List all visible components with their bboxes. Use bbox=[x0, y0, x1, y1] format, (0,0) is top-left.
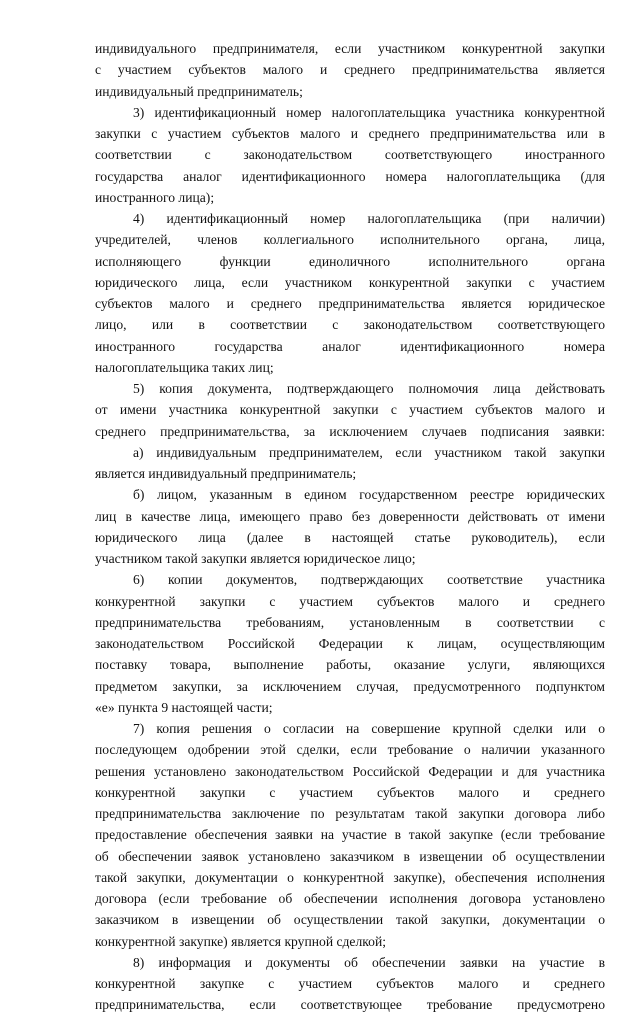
document-body bbox=[95, 38, 605, 1016]
text-line: договора (если требование об обеспечении исполнения договора установлено bbox=[95, 891, 605, 906]
text-line: лицо, или в соответствии с законодательством соответствующего bbox=[95, 317, 605, 333]
text-line: б) лицом, указанным в едином государственном реестре юридических bbox=[133, 487, 605, 503]
text-line: предпринимательства, если соответствующее требование предусмотрено bbox=[95, 997, 605, 1013]
text-line: «е» пункта 9 настоящей части; bbox=[95, 699, 273, 715]
text-line: государства аналог идентификационного номера налогоплательщика (для bbox=[95, 168, 605, 184]
text-line: предпринимательства заключение по результатам такой закупки договора либо bbox=[95, 806, 605, 821]
text-line: юридического лица (далее в настоящей статье руководитель), если bbox=[95, 529, 605, 545]
text-line: участником такой закупки является юридическое лицо; bbox=[95, 551, 416, 566]
text-line: конкурентной закупки с участием субъектов малого и среднего bbox=[95, 593, 605, 609]
text-line: конкурентной закупке с участием субъектов малого и среднего bbox=[95, 976, 605, 991]
text-line: предметом закупки, за исключением случая, предусмотренного подпунктом bbox=[95, 678, 605, 694]
text-line: исполняющего функции единоличного исполнительного органа bbox=[95, 253, 605, 269]
text-line: предпринимательства требованиям, установленным в соответствии с bbox=[95, 614, 605, 630]
text-line: поставку товара, выполнение работы, оказание услуги, являющихся bbox=[95, 657, 605, 673]
text-line: об обеспечении заявок установлено заказчиком в извещении об осуществлении bbox=[95, 848, 605, 864]
text-line: субъектов малого и среднего предпринимательства является юридическое bbox=[95, 296, 605, 311]
text-line: 3) идентификационный номер налогоплательщика участника конкурентной bbox=[133, 104, 605, 120]
text-line: с участием субъектов малого и среднего предпринимательства является bbox=[95, 62, 605, 78]
text-line: 8) информация и документы об обеспечении заявки на участие в bbox=[133, 954, 605, 970]
text-line: иностранного лица); bbox=[95, 189, 215, 205]
text-line: индивидуального предпринимателя, если участником конкурентной закупки bbox=[95, 41, 605, 56]
text-line: 7) копия решения о согласии на совершение крупной сделки или о bbox=[133, 721, 605, 736]
text-line: закупки с участием субъектов малого и среднего предпринимательства или в bbox=[95, 126, 605, 141]
text-line: решения установлено законодательством Российской Федерации и для участника bbox=[95, 763, 605, 779]
text-line: конкурентной закупки с участием субъектов малого и среднего bbox=[95, 784, 605, 800]
text-line: конкурентной закупке) является крупной сделкой; bbox=[95, 933, 387, 949]
text-line: юридического лица, если участником конкурентной закупки с участием bbox=[95, 274, 605, 290]
text-line: заказчиком в извещении об осуществлении такой закупки, документации о bbox=[95, 912, 605, 928]
text-line: иностранного государства аналог идентификационного номера bbox=[95, 338, 605, 354]
text-line: 6) копии документов, подтверждающих соответствие участника bbox=[133, 572, 605, 588]
text-line: налогоплательщика таких лиц; bbox=[95, 359, 274, 375]
text-line: от имени участника конкурентной закупки с участием субъектов малого и bbox=[95, 402, 605, 418]
text-line: 5) копия документа, подтверждающего полномочия лица действовать bbox=[133, 381, 605, 396]
text-line: 4) идентификационный номер налогоплательщика (при наличии) bbox=[133, 211, 605, 226]
text-line: индивидуальный предприниматель; bbox=[95, 83, 303, 99]
text-line: учредителей, членов коллегиального исполнительного органа, лица, bbox=[95, 232, 605, 248]
text-line: среднего предпринимательства, за исключением случаев подписания заявки: bbox=[95, 423, 605, 439]
text-line: является индивидуальный предприниматель; bbox=[95, 466, 357, 481]
text-line: законодательством Российской Федерации к лицам, осуществляющим bbox=[95, 636, 605, 651]
text-line: лиц в качестве лица, имеющего право без доверенности действовать от имени bbox=[95, 508, 605, 524]
text-line: такой закупки, документации о конкурентной закупке), обеспечения исполнения bbox=[95, 869, 605, 885]
text-line: предоставление обеспечения заявки на участие в такой закупке (если требование bbox=[95, 827, 605, 843]
text-line: соответствии с законодательством соответствующего иностранного bbox=[95, 147, 605, 163]
text-line: последующем одобрении этой сделки, если требование о наличии указанного bbox=[95, 742, 605, 758]
text-line: а) индивидуальным предпринимателем, если участником такой закупки bbox=[133, 444, 605, 460]
